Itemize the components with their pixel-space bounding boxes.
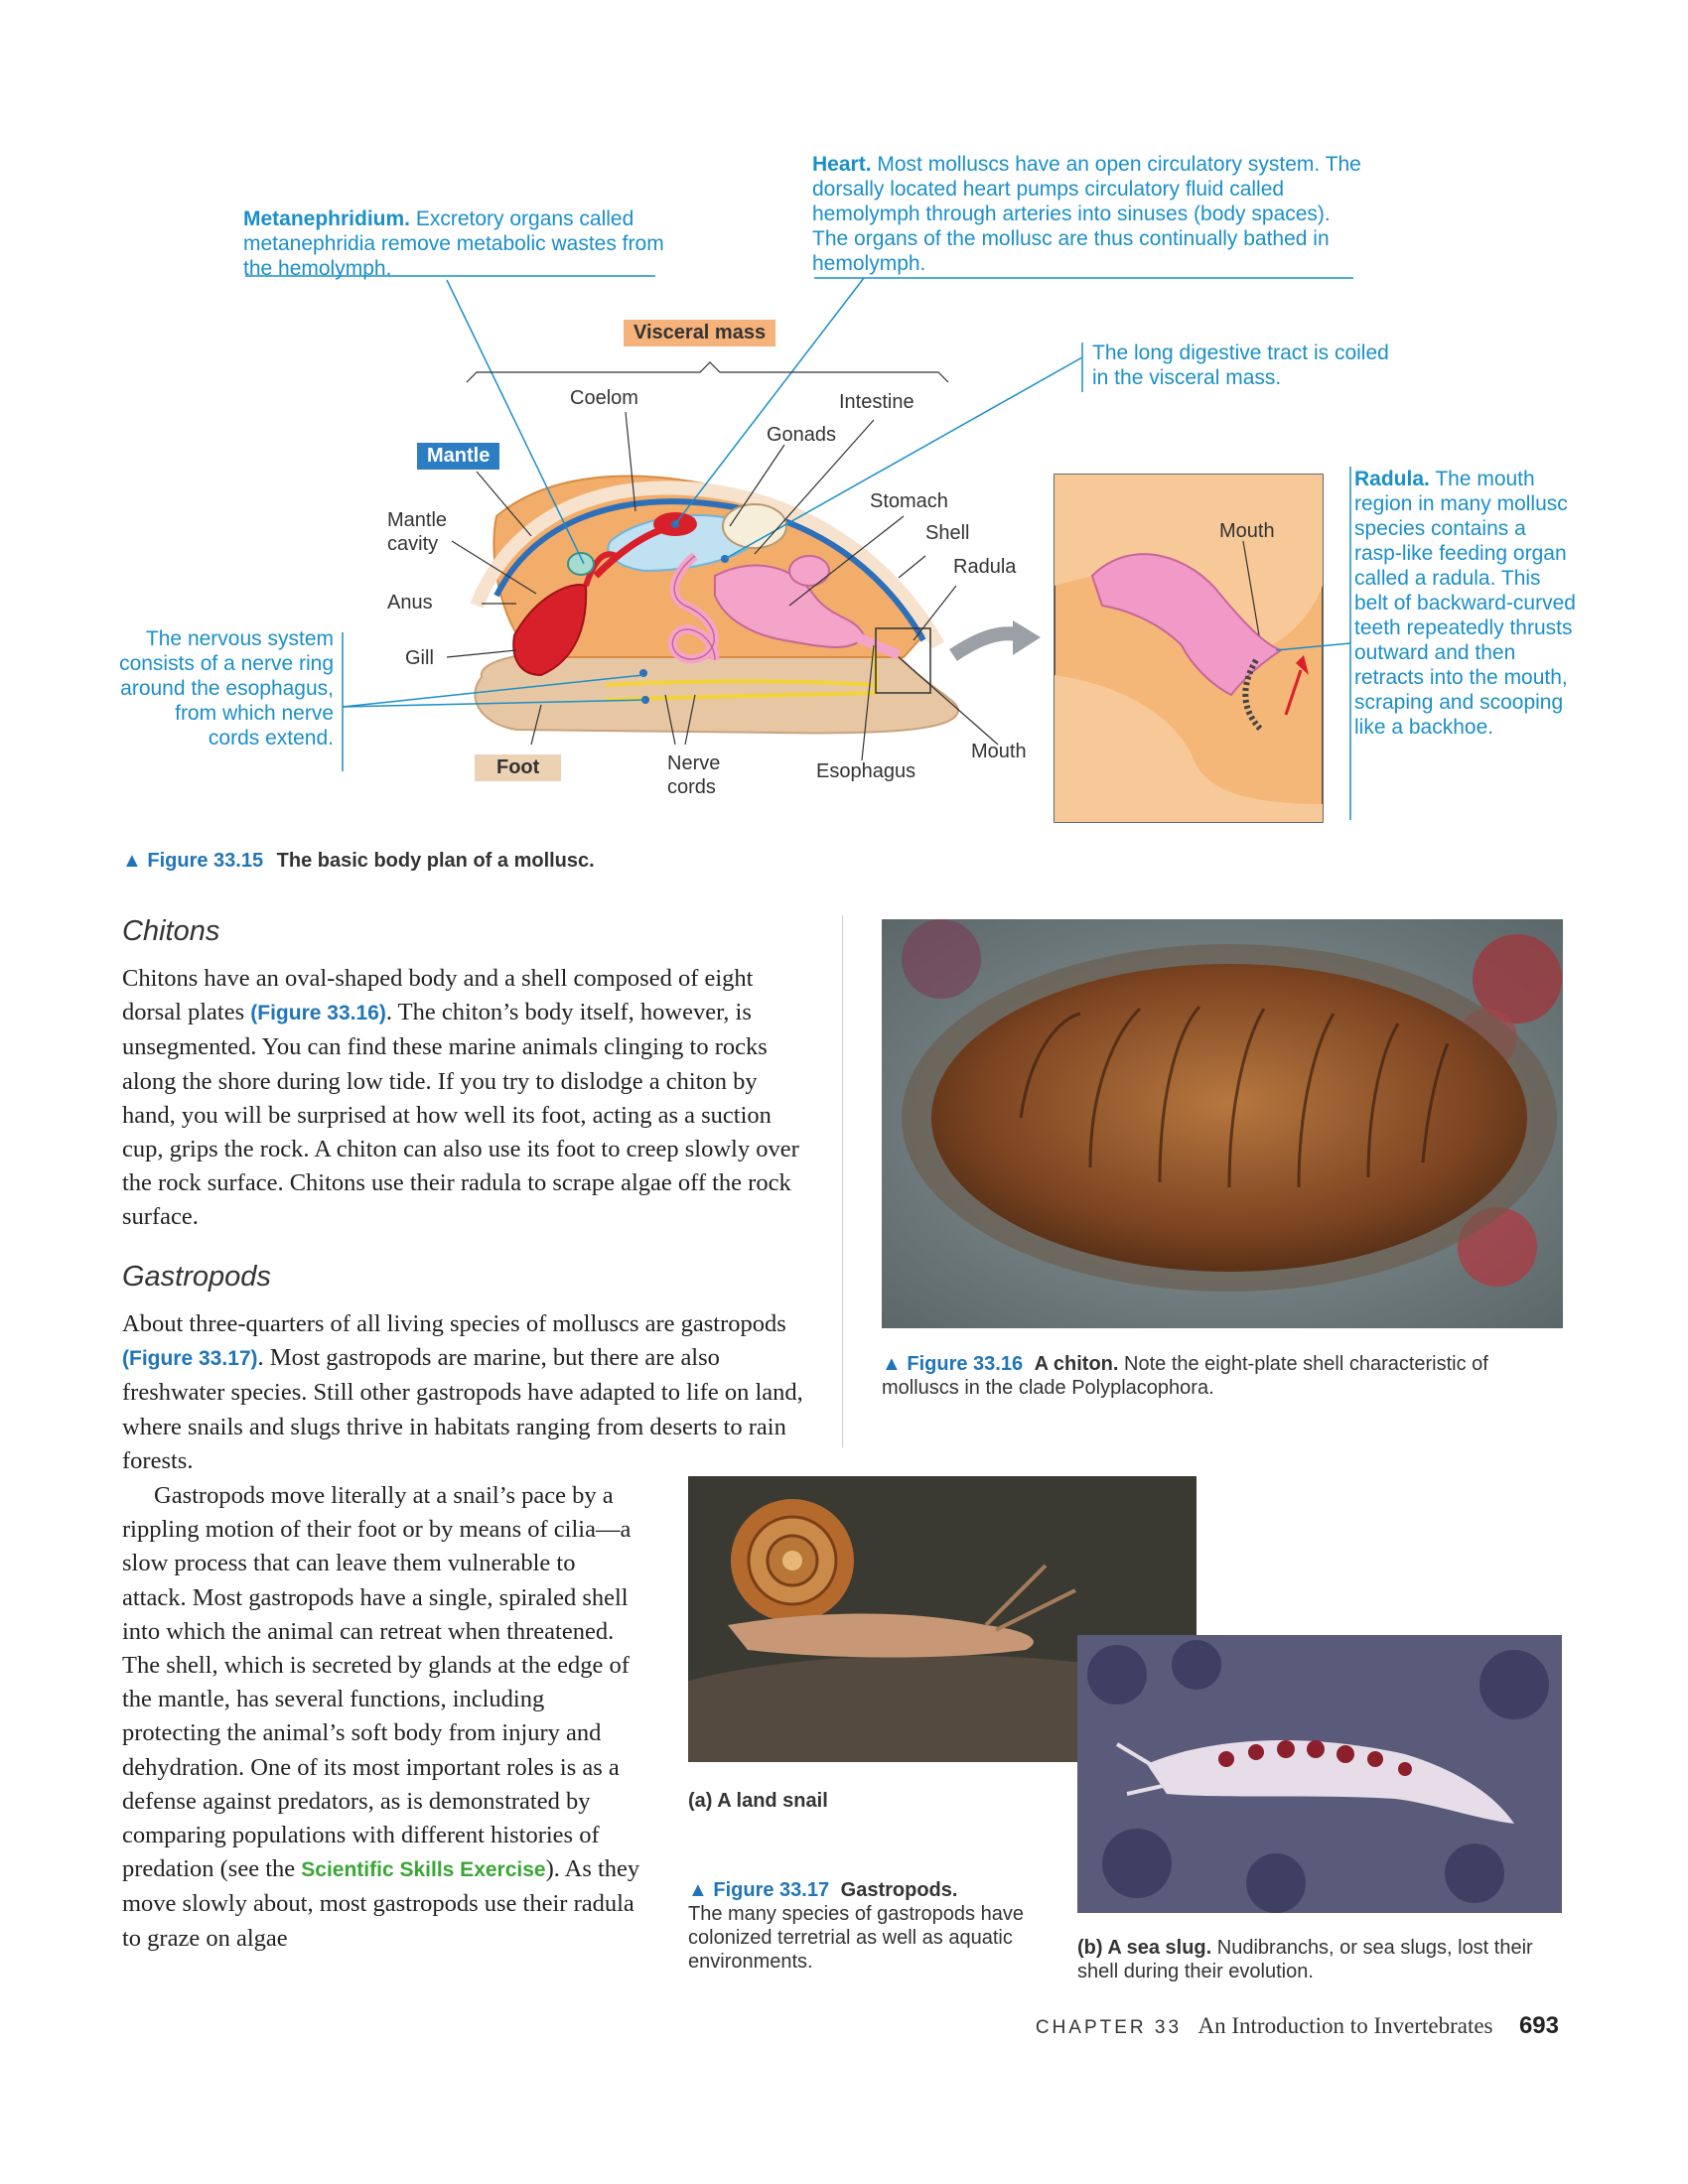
mantle-label: Mantle: [417, 443, 499, 470]
radula-label: Radula: [953, 556, 1017, 578]
gastropods-p1-b: . Most gastropods are marine, but there are also freshwater species. Still other gastropods have adapted to life on land, where snails and slugs thrive in habitats ranging from deserts to rain forests.: [122, 1344, 803, 1474]
gastropods-p2-a: Gastropods move literally at a snail’s pace by a rippling motion of their foot or by means of cilia—a slow process that can leave them vulnerable to attack. Most gastropods have a single, spiraled shell into which the animal can retreat when threatened. The shell, which is secreted by glands at the edge of the mantle, has several functions, including protecting the animal’s soft body from injury and dehydration. One of its most important roles is as a defense against predators, as is demonstrated by comparing populations with different histories of predation (see the: [122, 1482, 632, 1883]
esophagus-label: Esophagus: [816, 760, 916, 782]
radula-callout: [1354, 467, 1578, 740]
chitons-p1-a: Chitons have an oval-shaped body and a shell composed of eight dorsal plates: [122, 965, 754, 1026]
footer-page-number: 693: [1518, 2012, 1559, 2039]
metanephridium-callout: [243, 206, 680, 281]
visceral-mass-label: Visceral mass: [624, 320, 775, 346]
mantle-cavity-label-line1: Mantle: [387, 509, 448, 531]
heart-callout-title: Heart.: [812, 153, 872, 176]
radula-callout-title: Radula.: [1354, 468, 1430, 490]
caption-triangle-icon: ▲: [882, 1353, 902, 1375]
mouth-label: Mouth: [971, 741, 1027, 762]
scientific-skills-exercise-link[interactable]: Scientific Skills Exercise: [301, 1858, 546, 1882]
nervous-system-callout: The nervous system consists of a nerve ring around the esophagus, from which nerve cords extend.: [119, 627, 334, 750]
nerve-cords-label: [667, 751, 720, 799]
figure-33-16-title: A chiton.: [1034, 1353, 1119, 1375]
sea-slug-label: [1077, 1936, 1564, 1983]
gastropods-heading: Gastropods: [122, 1261, 271, 1293]
figure-33-17-text: The many species of gastropods have colonized terretrial as well as aquatic environments.: [688, 1903, 1024, 1973]
chitons-heading: Chitons: [122, 915, 220, 947]
chiton-photo: [882, 919, 1563, 1328]
heart-callout-text: Most molluscs have an open circulatory system. The dorsally located heart pumps circulatory fluid called hemolymph through arteries into sinuses (body spaces). The organs of the mollusc are thus continually bathed in hemolymph.: [812, 153, 1361, 275]
foot-label: Foot: [475, 754, 561, 781]
sea-slug-photo: [1077, 1635, 1562, 1913]
figure-33-15-number: Figure 33.15: [147, 850, 264, 872]
figure-33-16-number: Figure 33.16: [907, 1353, 1024, 1375]
figure-33-17-caption: [688, 1878, 1026, 1974]
inset-mouth-label: Mouth: [1219, 520, 1275, 542]
figure-33-16-text: Note the eight-plate shell characteristic of molluscs in the clade Polyplacophora.: [882, 1353, 1488, 1399]
mantle-cavity-label-line2: cavity: [387, 533, 439, 555]
gastropods-p1-a: About three-quarters of all living species of molluscs are gastropods: [122, 1310, 786, 1337]
caption-triangle-icon: ▲: [688, 1879, 708, 1901]
figure-33-17-reference-link[interactable]: (Figure 33.17): [122, 1347, 258, 1371]
anus-label: Anus: [387, 592, 433, 614]
metanephridium-callout-text: Excretory organs called metanephridia remove metabolic wastes from the hemolymph.: [243, 207, 664, 280]
figure-33-17-title: Gastropods.: [840, 1879, 958, 1901]
gonads-label: Gonads: [767, 424, 837, 446]
sea-slug-label-text: Nudibranchs, or sea slugs, lost their shell during their evolution.: [1077, 1937, 1533, 1982]
heart-callout: [812, 152, 1368, 276]
gastropods-paragraph-1: [122, 1307, 807, 1478]
stomach-label: Stomach: [870, 490, 948, 512]
gastropods-section: [122, 1261, 807, 1478]
gastropods-paragraph-2: [122, 1479, 640, 1956]
shell-label: Shell: [925, 522, 970, 544]
land-snail-label-text: (a) A land snail: [688, 1790, 828, 1812]
gastropods-p2-b: ). As they move slowly about, most gastropods use their radula to graze on algae: [122, 1855, 640, 1952]
sea-slug-label-title: (b) A sea slug.: [1077, 1937, 1212, 1959]
figure-33-16-reference-link[interactable]: (Figure 33.16): [250, 1002, 386, 1025]
mantle-cavity-label: [387, 508, 447, 556]
caption-triangle-icon: ▲: [122, 850, 142, 872]
page-footer: [983, 2012, 1559, 2040]
column-divider: [842, 915, 843, 1447]
nerve-cords-label-line1: Nerve: [667, 752, 721, 774]
figure-33-17-number: Figure 33.17: [713, 1879, 830, 1901]
figure-33-16-caption: [882, 1352, 1557, 1400]
land-snail-label: [688, 1789, 828, 1813]
figure-33-15-caption: [122, 849, 595, 873]
intestine-label: Intestine: [839, 391, 914, 413]
footer-chapter: CHAPTER 33: [1035, 2017, 1183, 2038]
figure-33-15-caption-text: The basic body plan of a mollusc.: [276, 850, 595, 872]
chitons-paragraph: [122, 962, 807, 1235]
nerve-cords-label-line2: cords: [667, 776, 716, 798]
coelom-label: Coelom: [570, 387, 638, 409]
footer-title: An Introduction to Invertebrates: [1197, 2013, 1493, 2038]
gill-label: Gill: [405, 647, 434, 669]
figure-33-15: [0, 0, 1688, 874]
chitons-section: [122, 915, 807, 1235]
digestive-tract-callout: The long digestive tract is coiled in the visceral mass.: [1092, 341, 1389, 389]
chitons-p1-b: . The chiton’s body itself, however, is unsegmented. You can find these marine animals clinging to rocks along the shore during low tide. If you try to dislodge a chiton by hand, you will be surprised at how well its foot, acting as a suction cup, grips the rock. A chiton can also use its foot to creep slowly over the rock surface. Chitons use their radula to scrape algae off the rock surface.: [122, 999, 799, 1231]
metanephridium-callout-title: Metanephridium.: [243, 207, 411, 230]
radula-callout-text: The mouth region in many mollusc species contains a rasp-like feeding organ called a radula. This belt of backward-curved teeth repeatedly thrusts outward and then retracts into the mouth, scraping and scooping like a backhoe.: [1354, 468, 1576, 739]
